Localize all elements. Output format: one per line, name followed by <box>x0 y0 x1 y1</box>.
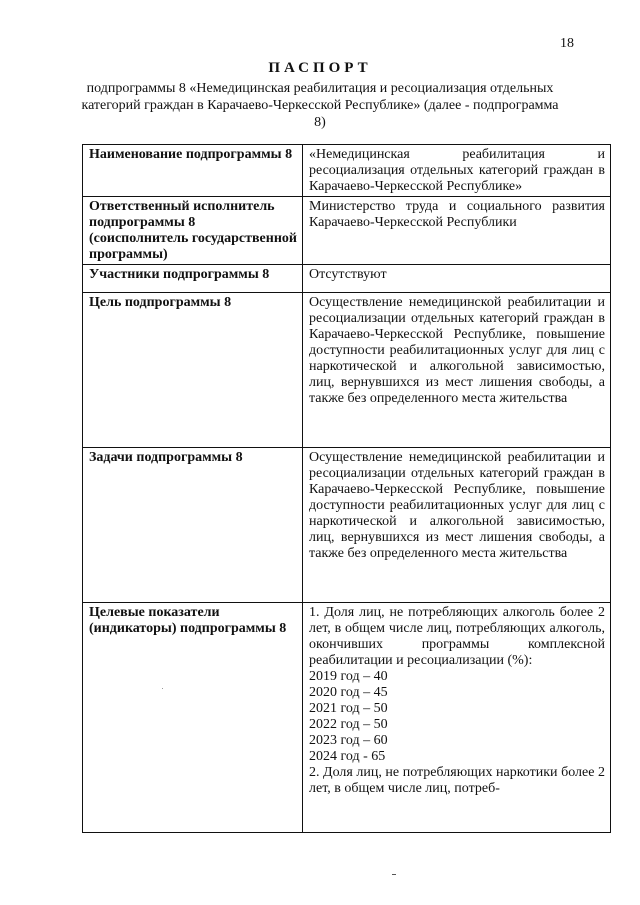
page-number: 18 <box>560 36 574 51</box>
row-label-name: Наименование подпрограммы 8 <box>83 145 303 197</box>
indicator-2-text: 2. Доля лиц, не потребляющих наркотики более 2 лет, в общем числе лиц, потреб- <box>309 765 605 796</box>
table-row-executor <box>83 197 611 265</box>
row-label-tasks: Задачи подпрограммы 8 <box>83 448 303 603</box>
row-value-indicators <box>303 603 611 833</box>
indicator-year-2020: 2020 год – 45 <box>309 685 388 700</box>
table-row-aim <box>83 293 611 448</box>
row-value-aim: Осуществление немедицинской реабилитации и ресоциализации отдельных категорий граждан в Карачаево-Черкесской Республике, повышение доступности реабилитационных услуг для лиц с наркотической и алкогольной зависимостью, лиц, вернувшихся из мест лишения свободы, а также без определенного места жительства <box>303 293 611 448</box>
row-value-tasks: Осуществление немедицинской реабилитации и ресоциализации отдельных категорий граждан в Карачаево-Черкесской Республике, повышение доступности реабилитационных услуг для лиц с наркотической и алкогольной зависимостью, лиц, вернувшихся из мест лишения свободы, а также без определенного места жительства <box>303 448 611 603</box>
row-value-executor: Министерство труда и социального развития Карачаево-Черкесской Республики <box>303 197 611 265</box>
scan-artifact <box>392 874 396 875</box>
passport-table <box>82 144 611 833</box>
indicator-year-2019: 2019 год – 40 <box>309 669 388 684</box>
indicator-year-2024: 2024 год - 65 <box>309 749 386 764</box>
table-row-name <box>83 145 611 197</box>
row-label-indicators: Целевые показатели (индикаторы) подпрограммы 8 <box>83 603 303 833</box>
scan-artifact <box>162 688 163 689</box>
table-row-indicators <box>83 603 611 833</box>
indicator-year-2021: 2021 год – 50 <box>309 701 388 716</box>
document-title: ПАСПОРТ <box>268 60 372 76</box>
row-label-executor: Ответственный исполнитель подпрограммы 8 (соисполнитель государственной программы) <box>83 197 303 265</box>
row-label-participants: Участники подпрограммы 8 <box>83 265 303 293</box>
table-row-participants <box>83 265 611 293</box>
row-label-aim: Цель подпрограммы 8 <box>83 293 303 448</box>
row-value-participants: Отсутствуют <box>303 265 611 293</box>
table-row-tasks <box>83 448 611 603</box>
document-subtitle: подпрограммы 8 «Немедицинская реабилитация и ресоциализация отдельных категорий граждан в Карачаево-Черкесской Республике» (далее - подпрограмма 8) <box>81 81 559 130</box>
row-value-name: «Немедицинская реабилитация и ресоциализация отдельных категорий граждан в Карачаево-Черкесской Республике» <box>303 145 611 197</box>
indicator-year-2023: 2023 год – 60 <box>309 733 388 748</box>
indicator-1-text: 1. Доля лиц, не потребляющих алкоголь более 2 лет, в общем числе лиц, потребляющих алкоголь, окончивших программы комплексной реабилитации и ресоциализации (%): <box>309 605 605 668</box>
indicator-year-2022: 2022 год – 50 <box>309 717 388 732</box>
